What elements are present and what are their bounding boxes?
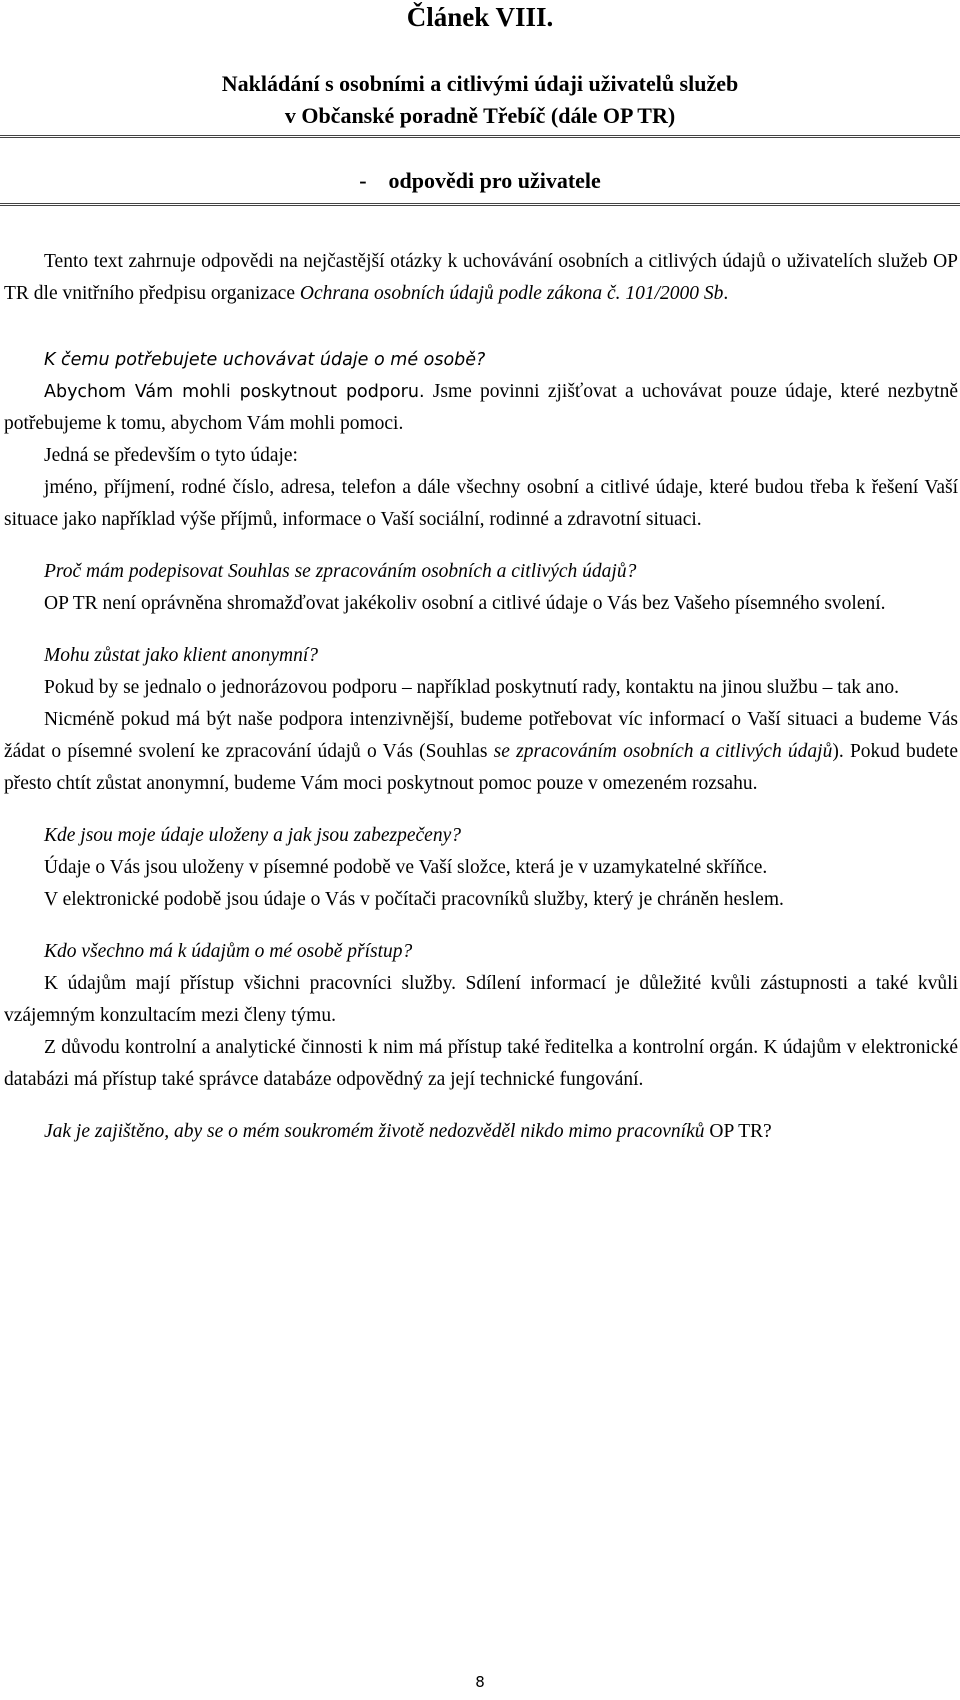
answer-3-text-a: Nicméně pokud má být naše podpora intenzivnější, budeme potřebovat víc informací o Vaší situaci a budeme Vás žádat o písemné svolení ke zpracování údajů o Vás (Souhlas [4,709,958,762]
answer-3-paragraph-2 [4,704,958,800]
question-3: Mohu zůstat jako klient anonymní? [44,645,319,666]
intro-end: . [723,283,729,304]
page-number: 8 [475,1673,485,1691]
question-6 [4,1116,958,1148]
subtitle-line-2: v Občanské poradně Třebíč (dále OP TR) [284,103,676,128]
subtitle-line-1: Nakládání s osobními a citlivými údaji uživatelů služeb [221,71,739,96]
answer-2: OP TR není oprávněna shromažďovat jakékoliv osobní a citlivé údaje o Vás bez Vašeho písemného svolení. [44,593,886,614]
answer-1-lead: Abychom Vám mohli poskytnout podporu. [44,382,425,402]
article-title: Článek VIII. [406,2,554,32]
answer-1-list-intro: Jedná se především o tyto údaje: [44,445,298,466]
divider-top [0,135,960,138]
answer-3-paragraph-1: Pokud by se jednalo o jednorázovou podporu – například poskytnutí rady, kontaktu na jinou službu – tak ano. [44,677,899,698]
answer-1-list: jméno, příjmení, rodné číslo, adresa, telefon a dále všechny osobní a citlivé údaje, které budou třeba k řešení Vaší situace jako například výše příjmů, informace o Vaší sociální, rodinné a zdravotní situaci. [4,477,958,530]
answer-3-italic: se zpracováním osobních a citlivých údajů [493,741,833,762]
question-6-italic: Jak je zajištěno, aby se o mém soukromém životě nedozvěděl nikdo mimo pracovníků [44,1121,705,1142]
intro-italic-reference: Ochrana osobních údajů podle zákona č. 101/2000 Sb [299,283,724,304]
question-1: K čemu potřebujete uchovávat údaje o mé osobě? [44,350,486,370]
answer-5-paragraph-1: K údajům mají přístup všichni pracovníci služby. Sdílení informací je důležité kvůli zástupnosti a také kvůli vzájemným konzultacím mezi členy týmu. [4,973,958,1026]
document-body [4,246,958,1148]
intro-text: Tento text zahrnuje odpovědi na nejčastější otázky k uchovávání osobních a citlivých údajů o uživatelích služeb OP TR dle vnitřního předpisu organizace [4,251,958,304]
question-5: Kdo všechno má k údajům o mé osobě přístup? [44,941,413,962]
intro-paragraph [4,246,958,310]
article-subtitle [0,68,960,132]
divider-bottom [0,203,960,206]
answers-heading: - odpovědi pro uživatele [359,168,601,193]
question-6-rest: OP TR? [704,1121,772,1142]
answer-4-paragraph-1: Údaje o Vás jsou uloženy v písemné podobě ve Vaší složce, která je v uzamykatelné skříňce. [44,857,768,878]
answer-3-text-b: ). Pokud budete přesto chtít zůstat anonymní, budeme Vám moci poskytnout pomoc pouze v omezeném rozsahu. [4,741,958,794]
answer-1-rest: Jsme povinni zjišťovat a uchovávat pouze údaje, které nezbytně potřebujeme k tomu, abychom Vám mohli pomoci. [4,381,959,434]
answer-4-paragraph-2: V elektronické podobě jsou údaje o Vás v počítači pracovníků služby, který je chráněn heslem. [44,889,784,910]
answer-5-paragraph-2: Z důvodu kontrolní a analytické činnosti k nim má přístup také ředitelka a kontrolní orgán. K údajům v elektronické databázi má přístup také správce databáze odpovědný za její technické fungování. [4,1037,958,1090]
answer-1-paragraph [4,376,958,440]
question-2: Proč mám podepisovat Souhlas se zpracováním osobních a citlivých údajů? [44,561,637,582]
question-4: Kde jsou moje údaje uloženy a jak jsou zabezpečeny? [44,825,461,846]
